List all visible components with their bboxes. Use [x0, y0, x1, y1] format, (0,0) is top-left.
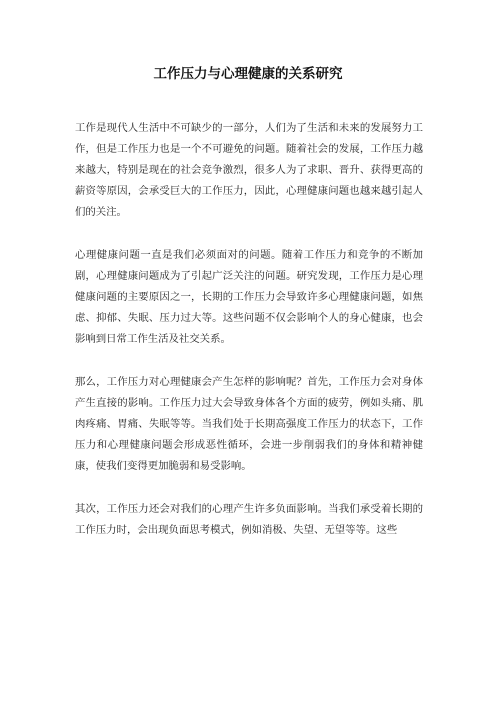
- paragraph-3: 那么，工作压力对心理健康会产生怎样的影响呢？首先，工作压力会对身体产生直接的影响。工作压力过大会导致身体各个方面的疲劳，例如头痛、肌肉疼痛、胃痛、失眠等等。当我们处于长期高强度工作压力的状态下，工作压力和心理健康问题会形成恶性循环，会进一步削弱我们的身体和精神健康，使我们变得更加脆弱和易受影响。: [75, 376, 423, 472]
- paragraph-1: 工作是现代人生活中不可缺少的一部分，人们为了生活和未来的发展努力工作，但是工作压力也是一个不可避免的问题。随着社会的发展，工作压力越来越大，特别是现在的社会竞争激烈，很多人为了求职、晋升、获得更高的薪资等原因，会承受巨大的工作压力，因此，心理健康问题也越来越引起人们的关注。: [75, 122, 423, 218]
- paragraph-2: 心理健康问题一直是我们必须面对的问题。随着工作压力和竞争的不断加剧，心理健康问题成为了引起广泛关注的问题。研究发现，工作压力是心理健康问题的主要原因之一，长期的工作压力会导致许多心理健康问题，如焦虑、抑郁、失眠、压力过大等。这些问题不仅会影响个人的身心健康，也会影响到日常工作生活及社交关系。: [75, 249, 423, 345]
- document-body: [75, 118, 423, 563]
- paragraph-4: 其次，工作压力还会对我们的心理产生许多负面影响。当我们承受着长期的工作压力时，会出现负面思考模式，例如消极、失望、无望等等。这些: [75, 503, 423, 536]
- document-title: 工作压力与心理健康的关系研究: [153, 66, 343, 82]
